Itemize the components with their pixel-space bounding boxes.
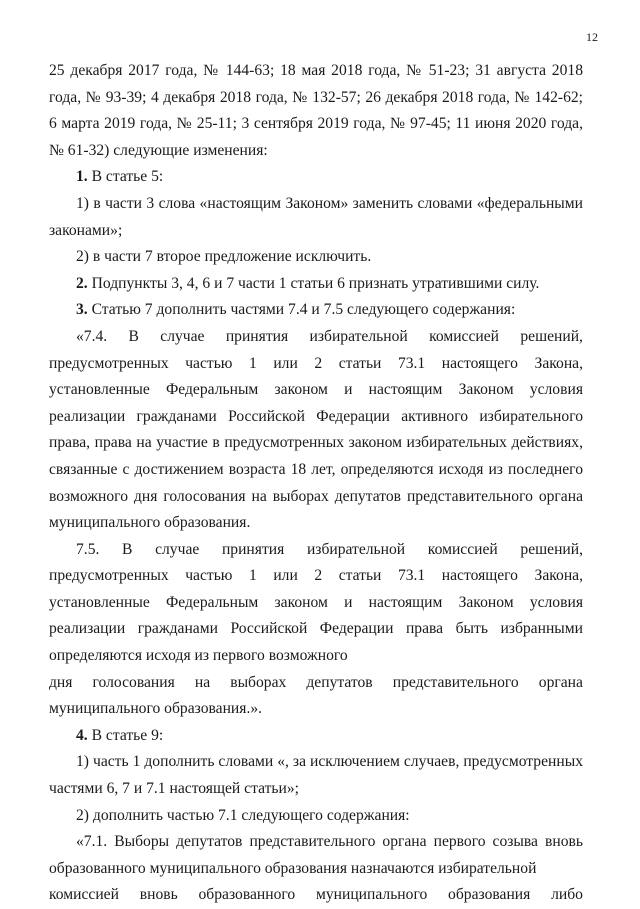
paragraph-item-4 [49, 723, 583, 750]
paragraph-sub-4-2: 2) дополнить частью 7.1 следующего содержания: [76, 806, 410, 824]
word: выборах [230, 673, 287, 691]
word: комиссией [429, 327, 500, 345]
word: вновь [139, 886, 178, 904]
item-number: 3. [76, 301, 88, 319]
paragraph-7-5-body: 7.5. В случае принятия избирательной комиссией решений, предусмотренных частью 1 или 2 статьи 73.1 настоящего Закона, установленные Федеральным законом и настоящим Законом условия реализации гражданами Российской Федерации права быть избранными определяются исходя из первого возможного [49, 540, 583, 665]
paragraph-7-1-body: «7.1. Выборы депутатов представительного органа первого созыва вновь образованного муниципального образования назначаются избирательной [49, 833, 583, 877]
paragraph-7-4-body: предусмотренных частью 1 или 2 статьи 73.1 настоящего Закона, установленные Федеральным законом и настоящим Законом условия реализации гражданами Российской Федерации активного избирательного права, права на участие в предусмотренных законом избирательных действиях, связанные с достижением возраста 18 лет, определяются исходя из последнего возможного дня голосования на выборах депутатов представительного органа муниципального образования. [49, 354, 583, 532]
paragraph-7-5-spread-line [49, 670, 583, 697]
word: принятия [225, 327, 289, 345]
word: депутатов [306, 673, 373, 691]
word: образованного [198, 886, 296, 904]
word: представительного [392, 673, 519, 691]
word: органа [538, 673, 583, 691]
word: дня [49, 673, 73, 691]
word: решений, [520, 327, 583, 345]
paragraph-7-1-spread-line [49, 882, 583, 909]
item-text: В статье 9: [87, 726, 164, 744]
paragraph-item-1 [49, 164, 583, 191]
item-text: Статью 7 дополнить частями 7.4 и 7.5 следующего содержания: [87, 301, 516, 319]
page-number: 12 [586, 30, 598, 44]
paragraph-sub-1-2: 2) в части 7 второе предложение исключить. [76, 248, 372, 266]
item-number: 2. [76, 274, 88, 292]
word: «7.4. [76, 327, 108, 345]
paragraph-item-2 [49, 271, 583, 298]
item-number: 4. [76, 726, 88, 744]
item-text: В статье 5: [87, 168, 164, 186]
document-body [49, 58, 583, 909]
paragraph-amendment-dates: 25 декабря 2017 года, № 144-63; 18 мая 2018 года, № 51-23; 31 августа 2018 года, № 93-39; 4 декабря 2018 года, № 132-57; 26 декабря 2018 года, № 142-62; 6 марта 2019 года, № 25-11; 3 сентября 2019 года, № 97-45; 11 июня 2020 года, № 61-32) следующие изменения: [49, 62, 583, 159]
word: голосования [92, 673, 175, 691]
item-number: 1. [76, 168, 88, 186]
paragraph-sub-1-1: 1) в части 3 слова «настоящим Законом» заменить словами «федеральными законами»; [49, 194, 583, 239]
paragraph-7-5-end: муниципального образования.». [49, 700, 263, 718]
word: либо [551, 886, 583, 904]
paragraph-sub-4-1: 1) часть 1 дополнить словами «, за исключением случаев, предусмотренных частями 6, 7 и 7.1 настоящей статьи»; [49, 753, 583, 798]
word: случае [160, 327, 205, 345]
word: образования [448, 886, 531, 904]
word: избирательной [309, 327, 408, 345]
word: муниципального [315, 886, 428, 904]
paragraph-7-4-first-line [49, 324, 583, 351]
word: комиссией [49, 886, 119, 904]
paragraph-item-3 [49, 297, 583, 324]
word: В [128, 327, 139, 345]
word: на [194, 673, 211, 691]
item-text: Подпункты 3, 4, 6 и 7 части 1 статьи 6 признать утратившими силу. [87, 274, 540, 292]
